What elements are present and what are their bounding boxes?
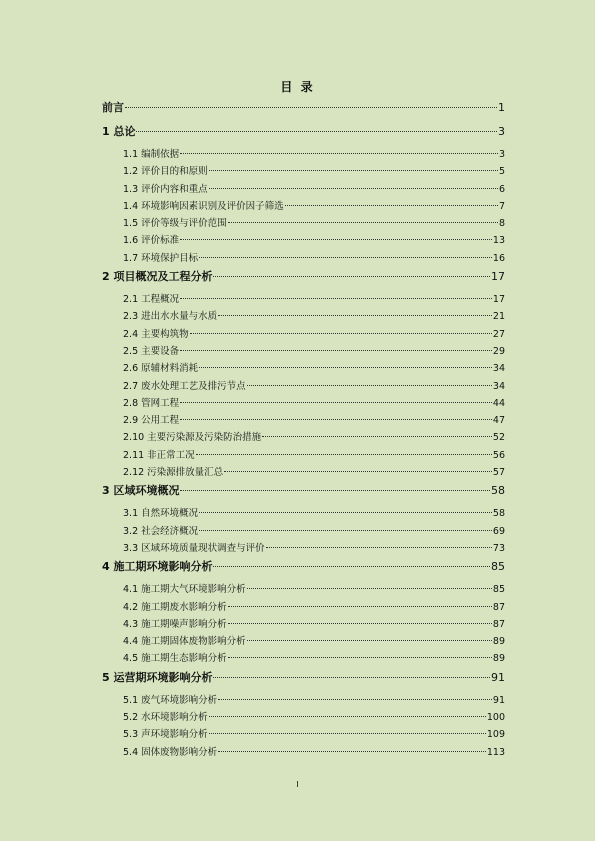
toc-section-entry[interactable] bbox=[102, 525, 505, 542]
toc-entry-label: 1.7 环境保护目标 bbox=[123, 252, 199, 264]
toc-dot-leader bbox=[125, 107, 497, 108]
toc-section-entry[interactable] bbox=[102, 618, 505, 635]
toc-entry-page: 5 bbox=[498, 166, 505, 178]
toc-entry-page: 3 bbox=[498, 149, 505, 160]
toc-dot-leader bbox=[180, 350, 492, 351]
toc-dot-leader bbox=[196, 454, 492, 455]
toc-dot-leader bbox=[218, 699, 492, 700]
toc-entry-page: 109 bbox=[486, 729, 505, 741]
toc-section-entry[interactable] bbox=[102, 694, 505, 711]
toc-entry-page: 73 bbox=[492, 542, 505, 554]
toc-section-entry[interactable] bbox=[102, 466, 505, 483]
toc-section-entry[interactable] bbox=[102, 183, 505, 200]
toc-entry-page: 47 bbox=[492, 415, 505, 427]
toc-entry-label: 3.2 社会经济概况 bbox=[123, 525, 199, 537]
toc-entry-label: 4.2 施工期废水影响分析 bbox=[123, 601, 227, 613]
toc-dot-leader bbox=[180, 490, 490, 491]
toc-dot-leader bbox=[136, 131, 497, 132]
toc-chapter-entry[interactable] bbox=[102, 559, 505, 583]
toc-entry-page: 52 bbox=[492, 432, 505, 444]
toc-section-entry[interactable] bbox=[102, 293, 505, 310]
toc-entry-page: 100 bbox=[486, 712, 505, 724]
toc-section-entry[interactable] bbox=[102, 397, 505, 414]
toc-dot-leader bbox=[180, 419, 492, 420]
toc-entry-page: 3 bbox=[498, 125, 505, 138]
page-title: 目 录 bbox=[280, 80, 315, 94]
toc-section-entry[interactable] bbox=[102, 362, 505, 379]
toc-entry-page: 87 bbox=[492, 618, 505, 630]
toc-entry-label: 2.8 管网工程 bbox=[123, 397, 180, 409]
toc-entry-page: 34 bbox=[492, 363, 505, 375]
toc-section-entry[interactable] bbox=[102, 635, 505, 652]
toc-section-entry[interactable] bbox=[102, 165, 505, 182]
toc-dot-leader bbox=[247, 588, 492, 589]
toc-entry-label: 2 项目概况及工程分析 bbox=[102, 270, 213, 284]
toc-dot-leader bbox=[228, 657, 492, 658]
toc-dot-leader bbox=[213, 677, 490, 678]
toc-section-entry[interactable] bbox=[102, 217, 505, 234]
toc-entry-label: 2.11 非正常工况 bbox=[123, 449, 195, 461]
toc-entry-page: 58 bbox=[491, 484, 505, 498]
toc-dot-leader bbox=[209, 716, 486, 717]
toc-entry-label: 4.1 施工期大气环境影响分析 bbox=[123, 584, 246, 596]
toc-chapter-entry[interactable] bbox=[102, 670, 505, 694]
toc-dot-leader bbox=[228, 606, 492, 607]
toc-dot-leader bbox=[262, 436, 492, 437]
toc-dot-leader bbox=[285, 205, 498, 206]
toc-section-entry[interactable] bbox=[102, 234, 505, 251]
toc-entry-label: 5.4 固体废物影响分析 bbox=[123, 746, 218, 758]
toc-entry-page: 1 bbox=[498, 101, 505, 114]
toc-section-entry[interactable] bbox=[102, 148, 505, 165]
toc-dot-leader bbox=[228, 222, 498, 223]
toc-dot-leader bbox=[209, 188, 498, 189]
toc-dot-leader bbox=[218, 751, 486, 752]
toc-entry-page: 57 bbox=[492, 467, 505, 479]
toc-dot-leader bbox=[224, 471, 492, 472]
toc-section-entry[interactable] bbox=[102, 345, 505, 362]
toc-entry-page: 56 bbox=[492, 449, 505, 461]
toc-entry-label: 3.1 自然环境概况 bbox=[123, 508, 199, 520]
toc-section-entry[interactable] bbox=[102, 380, 505, 397]
toc-entry-label: 4.5 施工期生态影响分析 bbox=[123, 653, 227, 665]
toc-entry-label: 1.1 编制依据 bbox=[123, 149, 180, 160]
toc-dot-leader bbox=[190, 333, 492, 334]
toc-dot-leader bbox=[209, 170, 498, 171]
toc-dot-leader bbox=[199, 257, 492, 258]
toc-entry-page: 89 bbox=[492, 653, 505, 665]
toc-entry-label: 2.10 主要污染源及污染防治措施 bbox=[123, 432, 262, 444]
toc-entry-page: 89 bbox=[492, 636, 505, 648]
toc-dot-leader bbox=[180, 239, 492, 240]
toc-entry-label: 1.3 评价内容和重点 bbox=[123, 183, 208, 195]
toc-chapter-entry[interactable] bbox=[102, 269, 505, 293]
toc-entry-label: 1.6 评价标准 bbox=[123, 235, 180, 247]
toc-entry-page: 13 bbox=[492, 235, 505, 247]
toc-dot-leader bbox=[247, 385, 492, 386]
toc-entry-label: 2.9 公用工程 bbox=[123, 415, 180, 427]
toc-dot-leader bbox=[199, 530, 492, 531]
toc-entry-page: 17 bbox=[491, 270, 505, 284]
toc-entry-page: 17 bbox=[492, 294, 505, 306]
toc-section-entry[interactable] bbox=[102, 652, 505, 669]
toc-entry-label: 3.3 区域环境质量现状调查与评价 bbox=[123, 542, 265, 554]
toc-dot-leader bbox=[213, 566, 490, 567]
toc-entry-page: 113 bbox=[486, 746, 505, 758]
toc-section-entry[interactable] bbox=[102, 728, 505, 745]
toc-entry-label: 1.4 环境影响因素识别及评价因子筛选 bbox=[123, 200, 284, 212]
toc-section-entry[interactable] bbox=[102, 431, 505, 448]
toc-entry-label: 2.5 主要设备 bbox=[123, 345, 180, 357]
toc-entry-page: 91 bbox=[492, 694, 505, 706]
toc-dot-leader bbox=[213, 276, 490, 277]
toc-section-entry[interactable] bbox=[102, 328, 505, 345]
toc-section-entry[interactable] bbox=[102, 310, 505, 327]
toc-entry-page: 16 bbox=[492, 252, 505, 264]
toc-section-entry[interactable] bbox=[102, 601, 505, 618]
toc-dot-leader bbox=[199, 512, 492, 513]
toc-entry-label: 3 区域环境概况 bbox=[102, 484, 180, 498]
toc-entry-label: 1.5 评价等级与评价范围 bbox=[123, 218, 227, 230]
toc-entry-page: 8 bbox=[498, 218, 505, 230]
toc-entry-page: 91 bbox=[491, 670, 505, 684]
toc-entry-label: 5.1 废气环境影响分析 bbox=[123, 694, 218, 706]
toc-entry-label: 5.3 声环境影响分析 bbox=[123, 729, 208, 741]
toc-dot-leader bbox=[228, 623, 492, 624]
toc-dot-leader bbox=[180, 402, 492, 403]
toc-entry-label: 前言 bbox=[102, 101, 124, 114]
toc-entry-label: 4.3 施工期噪声影响分析 bbox=[123, 618, 227, 630]
toc-entry-page: 69 bbox=[492, 525, 505, 537]
toc-section-entry[interactable] bbox=[102, 711, 505, 728]
toc-dot-leader bbox=[266, 547, 492, 548]
toc-section-entry[interactable] bbox=[102, 414, 505, 431]
toc-section-entry[interactable] bbox=[102, 583, 505, 600]
toc-entry-label: 5 运营期环境影响分析 bbox=[102, 670, 213, 684]
toc-entry-page: 21 bbox=[492, 311, 505, 323]
toc-entry-page: 58 bbox=[492, 508, 505, 520]
toc-entry-label: 1 总论 bbox=[102, 125, 136, 138]
toc-section-entry[interactable] bbox=[102, 542, 505, 559]
toc-entry-label: 2.4 主要构筑物 bbox=[123, 328, 189, 340]
toc-entry-page: 85 bbox=[492, 584, 505, 596]
toc-dot-leader bbox=[218, 315, 492, 316]
toc-entry-label: 2.3 进出水水量与水质 bbox=[123, 311, 218, 323]
toc-dot-leader bbox=[209, 733, 486, 734]
toc-entry-page: 6 bbox=[498, 183, 505, 195]
toc-entry-label: 4.4 施工期固体废物影响分析 bbox=[123, 636, 246, 648]
toc-entry-label: 1.2 评价目的和原则 bbox=[123, 166, 208, 178]
toc-entry-page: 34 bbox=[492, 380, 505, 392]
toc-entry-page: 44 bbox=[492, 397, 505, 409]
toc-entry-page: 87 bbox=[492, 601, 505, 613]
toc-chapter-entry[interactable] bbox=[102, 124, 505, 148]
toc-entry-page: 29 bbox=[492, 345, 505, 357]
toc-entry-label: 2.6 原辅材料消耗 bbox=[123, 363, 199, 375]
toc-entry-label: 4 施工期环境影响分析 bbox=[102, 560, 213, 574]
toc-section-entry[interactable] bbox=[102, 507, 505, 524]
toc-entry-label: 5.2 水环境影响分析 bbox=[123, 712, 208, 724]
toc-section-entry[interactable] bbox=[102, 200, 505, 217]
toc-entry-page: 85 bbox=[491, 560, 505, 574]
toc-dot-leader bbox=[180, 298, 492, 299]
toc-chapter-entry[interactable] bbox=[102, 483, 505, 507]
toc-dot-leader bbox=[180, 153, 498, 154]
toc-dot-leader bbox=[247, 640, 492, 641]
toc-entry-page: 7 bbox=[498, 200, 505, 212]
toc-section-entry[interactable] bbox=[102, 449, 505, 466]
toc-dot-leader bbox=[199, 367, 492, 368]
table-of-contents bbox=[102, 100, 505, 763]
toc-chapter-entry[interactable] bbox=[102, 100, 505, 124]
toc-entry-page: 27 bbox=[492, 328, 505, 340]
toc-entry-label: 2.7 废水处理工艺及排污节点 bbox=[123, 380, 246, 392]
toc-section-entry[interactable] bbox=[102, 252, 505, 269]
toc-entry-label: 2.1 工程概况 bbox=[123, 294, 180, 306]
toc-section-entry[interactable] bbox=[102, 746, 505, 763]
page-number: I bbox=[296, 780, 299, 789]
toc-entry-label: 2.12 污染源排放量汇总 bbox=[123, 467, 224, 479]
